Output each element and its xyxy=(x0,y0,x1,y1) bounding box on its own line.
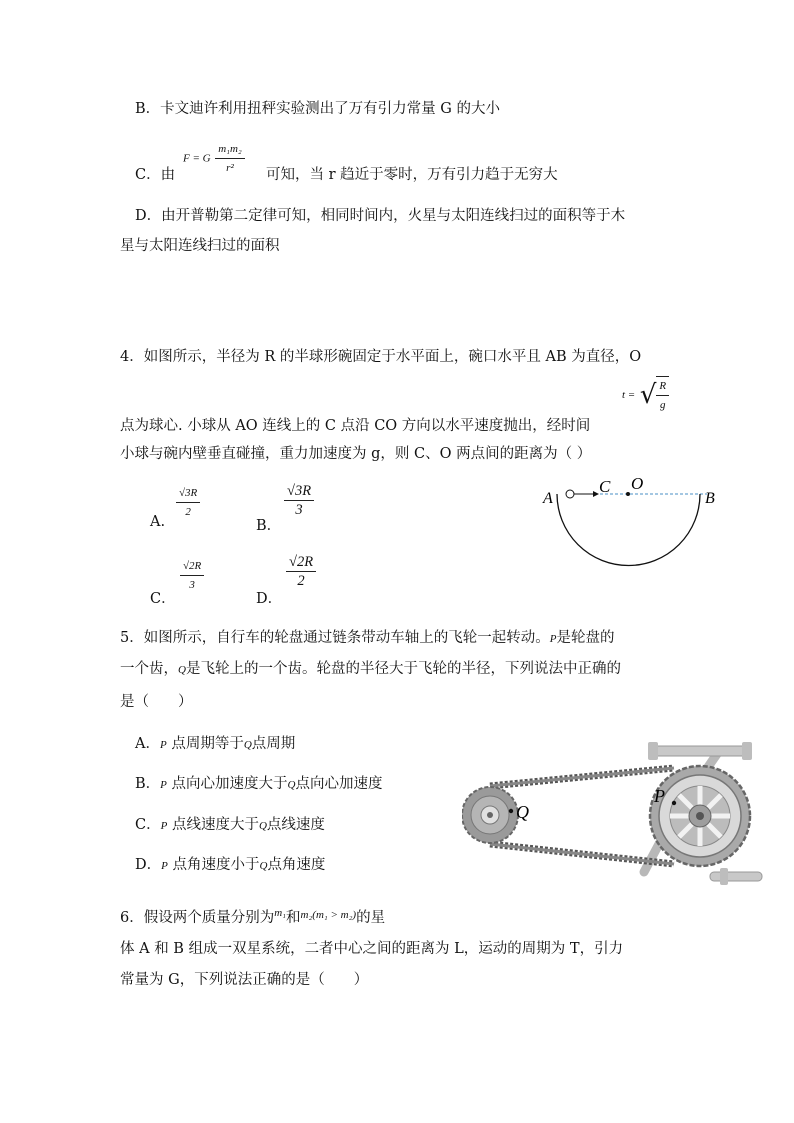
q6-m1: m₁ xyxy=(274,907,287,919)
q3-option-c-suffix: 可知，当 r 趋近于零时，万有引力趋于无穷大 xyxy=(266,167,558,183)
q3-option-d-line2: 星与太阳连线扫过的面积 xyxy=(120,238,280,254)
q5-line2 xyxy=(120,657,621,678)
freewheel-gear-icon xyxy=(462,787,518,843)
q6-condition: (m₁ > m₂) xyxy=(312,909,357,921)
q4-option-b-fraction xyxy=(284,482,314,519)
q5-line2-q: Q xyxy=(178,664,186,676)
q4-option-b-den: 3 xyxy=(295,502,303,518)
q4-line1: 4．如图所示，半径为 R 的半球形碗固定于水平面上，碗口水平且 AB 为直径，O xyxy=(120,349,642,365)
point-p-dot xyxy=(672,801,676,805)
q4-line3: 小球与碗内壁垂直碰撞，重力加速度为 g，则 C、O 两点间的距离为（ ） xyxy=(120,446,592,462)
q4-option-d-num: √2R xyxy=(286,553,316,572)
q4-option-c-label: C． xyxy=(150,591,176,607)
bicycle-drive-figure xyxy=(462,740,772,890)
q5-option-c: C．P 点线速度大于Q点线速度 xyxy=(135,817,325,833)
bowl-arc xyxy=(557,494,700,566)
center-point xyxy=(626,492,630,496)
q6-line1-text-a: 6．假设两个质量分别为 xyxy=(120,910,275,926)
q5-line2-text-b: 是飞轮上的一个齿。轮盘的半径大于飞轮的半径，下列说法中正确的 xyxy=(185,661,621,677)
time-formula-numerator: R xyxy=(656,377,669,396)
q6-line1 xyxy=(120,906,385,927)
q4-option-a-den: 2 xyxy=(185,506,191,518)
q4-option-a-label: A. xyxy=(150,514,166,530)
time-formula-lhs: t = xyxy=(622,389,636,401)
q6-line3: 常量为 G，下列说法正确的是（ ） xyxy=(120,972,369,988)
point-q-dot xyxy=(509,809,513,813)
q6-and: 和 xyxy=(286,910,301,926)
q3-option-d-line1: D．由开普勒第二定律可知，相同时间内，火星与太阳连线扫过的面积等于木 xyxy=(135,208,626,224)
q3-option-b: B．卡文迪许利用扭秤实验测出了万有引力常量 G 的大小 xyxy=(135,101,500,117)
q4-option-c-den: 3 xyxy=(189,579,195,591)
label-p: P xyxy=(654,786,665,806)
q3-option-c-formula xyxy=(183,140,245,177)
q4-option-c-num: √2R xyxy=(180,557,204,576)
q4-time-formula xyxy=(622,376,669,414)
pedal-top-icon xyxy=(648,742,752,760)
q5-option-a: A．P 点周期等于Q点周期 xyxy=(135,736,296,752)
q4-option-b-num: √3R xyxy=(284,482,314,501)
q6-m2: m₂ xyxy=(300,909,313,921)
pedal-bottom-icon xyxy=(710,868,762,885)
q6-line2: 体 A 和 B 组成一双星系统，二者中心之间的距离为 L，运动的周期为 T，引力 xyxy=(120,941,624,957)
label-o: O xyxy=(631,474,644,493)
label-a: A xyxy=(543,490,553,507)
chainring-gear-icon xyxy=(650,766,750,866)
formula-numerator: m₁m₂ xyxy=(215,140,245,159)
bowl-figure xyxy=(535,470,725,570)
formula-fraction xyxy=(215,140,245,177)
ball-icon xyxy=(566,490,574,498)
q5-line1 xyxy=(120,626,614,647)
sqrt-icon: √ xyxy=(639,380,657,410)
q4-option-d-fraction xyxy=(286,553,316,590)
q4-option-a-fraction xyxy=(176,484,200,521)
time-formula-fraction xyxy=(656,376,669,414)
label-c: C xyxy=(599,477,611,496)
q5-line1-text-a: 5．如图所示，自行车的轮盘通过链条带动车轴上的飞轮一起转动。 xyxy=(120,630,550,646)
q4-option-d-label: D． xyxy=(256,591,283,607)
formula-lhs: F = G xyxy=(183,152,211,165)
q4-line2: 点为球心. 小球从 AO 连线上的 C 点沿 CO 方向以水平速度抛出，经时间 xyxy=(120,418,591,434)
formula-denominator: r² xyxy=(226,162,234,174)
q4-option-c-fraction xyxy=(180,557,204,594)
label-q: Q xyxy=(516,802,529,822)
label-b: B xyxy=(705,490,715,507)
q5-line3: 是（ ） xyxy=(120,694,193,710)
time-formula-denominator: g xyxy=(660,399,666,411)
q4-option-b-label: B． xyxy=(256,518,282,534)
q5-line2-text-a: 一个齿， xyxy=(120,661,178,677)
q5-line1-p: P xyxy=(549,633,557,645)
q5-option-d: D．P 点角速度小于Q点角速度 xyxy=(135,857,326,873)
q3-option-c-prefix: C．由 xyxy=(135,167,176,183)
q4-option-d-den: 2 xyxy=(297,573,305,589)
q5-line1-text-b: 是轮盘的 xyxy=(556,630,615,646)
q6-line1-text-b: 的星 xyxy=(356,910,386,926)
q5-option-b: B．P 点向心加速度大于Q点向心加速度 xyxy=(135,776,383,792)
q4-option-a-num: √3R xyxy=(176,484,200,503)
